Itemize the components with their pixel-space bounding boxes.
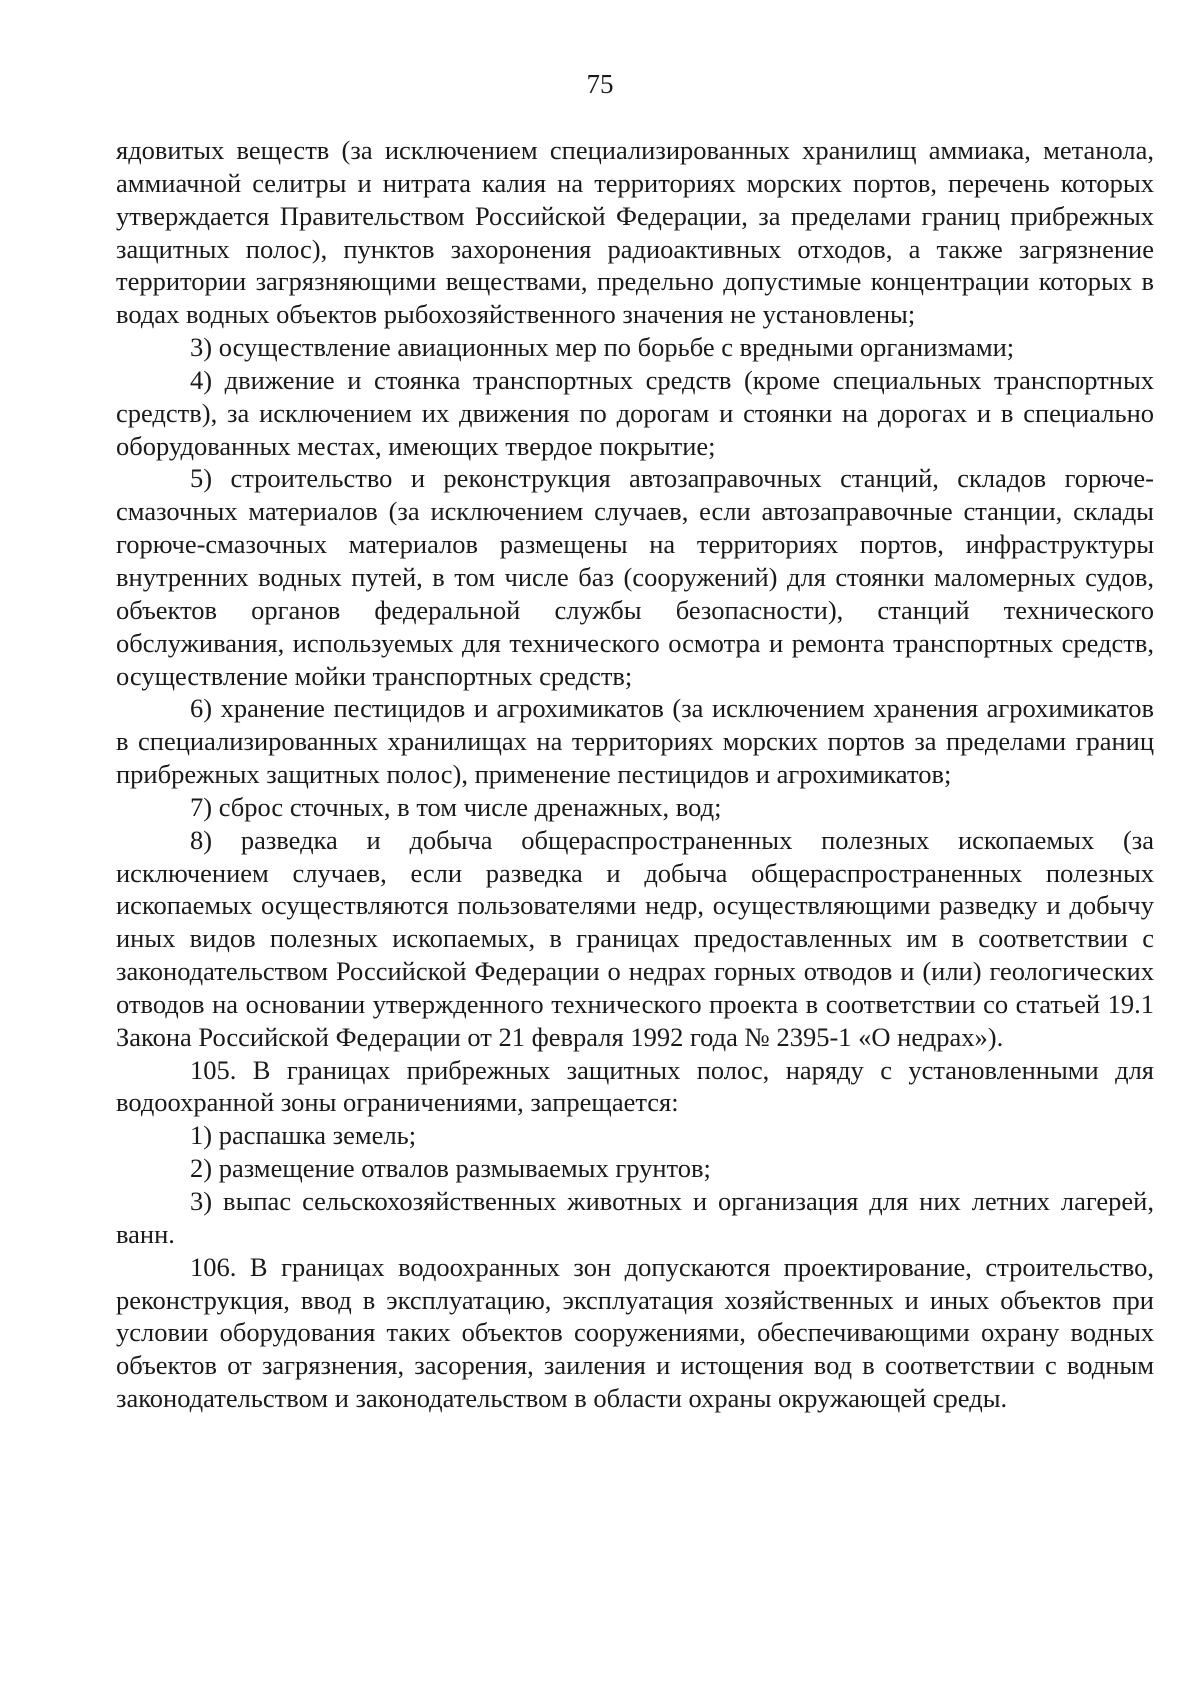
list-item-6: 6) хранение пестицидов и агрохимикатов (за исключением хранения агрохимикатов в специализированных хранилищах на территориях морских портов за пределами границ прибрежных защитных полос), применение пестицидов и агрохимикатов; bbox=[116, 693, 1154, 790]
clause-105-item-1: 1) распашка земель; bbox=[190, 1120, 417, 1151]
clause-105-item-2: 2) размещение отвалов размываемых грунтов; bbox=[190, 1153, 711, 1184]
document-body bbox=[116, 134, 1154, 1415]
list-item-3: 3) осуществление авиационных мер по борьбе с вредными организмами; bbox=[190, 332, 1015, 363]
list-item-4: 4) движение и стоянка транспортных средств (кроме специальных транспортных средств), за исключением их движения по дорогам и стоянки на дорогах и в специально оборудованных местах, имеющих твердое покрытие; bbox=[116, 364, 1154, 461]
clause-106: 106. В границах водоохранных зон допускаются проектирование, строительство, реконструкция, ввод в эксплуатацию, эксплуатация хозяйственных и иных объектов при условии оборудования таких объектов сооружениями, обеспечивающими охрану водных объектов от загрязнения, засорения, заиления и истощения вод в соответствии с водным законодательством и законодательством в области охраны окружающей среды. bbox=[116, 1251, 1154, 1414]
list-item-5: 5) строительство и реконструкция автозаправочных станций, складов горюче-смазочных материалов (за исключением случаев, если автозаправочные станции, склады горюче-смазочных материалов размещены на территориях портов, инфраструктуры внутренних водных путей, в том числе баз (сооружений) для стоянки маломерных судов, объектов органов федеральной службы безопасности), станций технического обслуживания, используемых для технического осмотра и ремонта транспортных средств, осуществление мойки транспортных средств; bbox=[116, 463, 1154, 691]
clause-105: 105. В границах прибрежных защитных полос, наряду с установленными для водоохранной зоны ограничениями, запрещается: bbox=[116, 1054, 1154, 1118]
list-item-7: 7) сброс сточных, в том числе дренажных, вод; bbox=[190, 791, 722, 822]
list-item-8: 8) разведка и добыча общераспространенных полезных ископаемых (за исключением случаев, если разведка и добыча общераспространенных полезных ископаемых осуществляются пользователями недр, осуществляющими разведку и добычу иных видов полезных ископаемых, в границах предоставленных им в соответствии с законодательством Российской Федерации о недрах горных отводов и (или) геологических отводов на основании утвержденного технического проекта в соответствии со статьей 19.1 Закона Российской Федерации от 21 февраля 1992 года № 2395-1 «О недрах»). bbox=[116, 824, 1154, 1052]
paragraph-continuation: ядовитых веществ (за исключением специализированных хранилищ аммиака, метанола, аммиачной селитры и нитрата калия на территориях морских портов, перечень которых утверждается Правительством Российской Федерации, за пределами границ прибрежных защитных полос), пунктов захоронения радиоактивных отходов, а также загрязнение территории загрязняющими веществами, предельно допустимые концентрации которых в водах водных объектов рыбохозяйственного значения не установлены; bbox=[116, 135, 1154, 330]
page-number: 75 bbox=[586, 69, 614, 99]
clause-105-item-3: 3) выпас сельскохозяйственных животных и организация для них летних лагерей, ванн. bbox=[116, 1186, 1154, 1249]
